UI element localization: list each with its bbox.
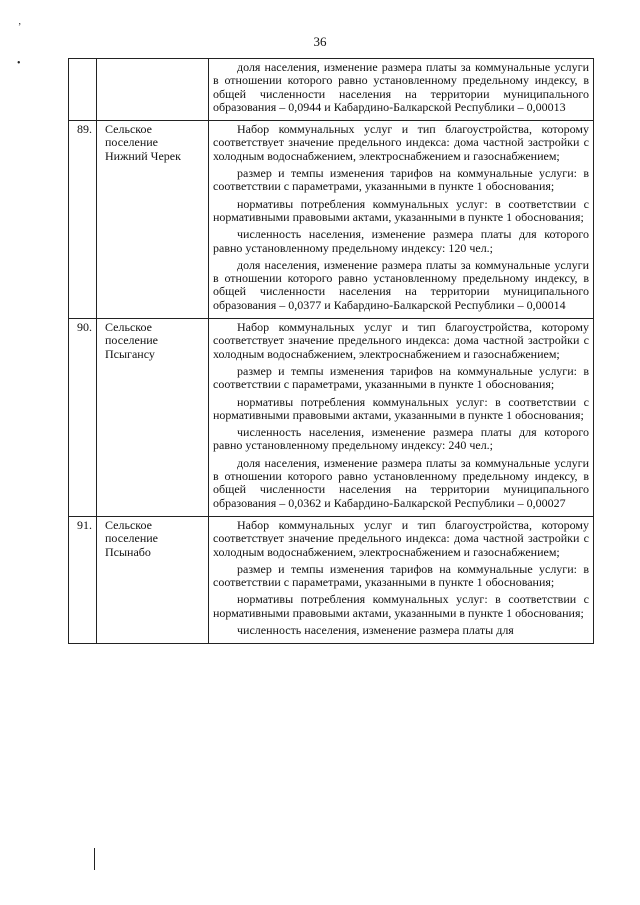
row-number: 91. bbox=[69, 516, 97, 643]
row-number: 89. bbox=[69, 121, 97, 319]
description-paragraph: нормативы потребления коммунальных услуг: в соответствии с нормативными правовыми актами, указанными в пункте 1 обоснования; bbox=[213, 592, 589, 620]
table-left-line-continuation bbox=[94, 848, 95, 870]
utility-description bbox=[209, 319, 594, 517]
settlement-name bbox=[97, 121, 209, 319]
description-paragraph: размер и темпы изменения тарифов на коммунальные услуги: в соответствии с параметрами, указанными в пункте 1 обоснования; bbox=[213, 166, 589, 194]
table-row bbox=[69, 121, 594, 319]
description-paragraph: размер и темпы изменения тарифов на коммунальные услуги: в соответствии с параметрами, указанными в пункте 1 обоснования; bbox=[213, 561, 589, 590]
settlement-name-line: Нижний Черек bbox=[105, 148, 181, 163]
description-paragraph: Набор коммунальных услуг и тип благоустройства, которому соответствует значение предельного индекса: дома частной застройки с холодным водоснабжением, электроснабжением и газоснабжением; bbox=[213, 517, 589, 559]
description-paragraph: численность населения, изменение размера платы для которого равно установленному предельному индексу: 120 чел.; bbox=[213, 227, 589, 255]
description-paragraph: нормативы потребления коммунальных услуг: в соответствии с нормативными правовыми актами, указанными в пункте 1 обоснования; bbox=[213, 394, 589, 422]
settlements-table bbox=[68, 58, 594, 644]
utility-description bbox=[209, 59, 594, 121]
description-paragraph: Набор коммунальных услуг и тип благоустройства, которому соответствует значение предельного индекса: дома частной застройки с холодным водоснабжением, электроснабжением и газоснабжением; bbox=[213, 122, 589, 163]
utility-description bbox=[209, 121, 594, 319]
table-row bbox=[69, 516, 594, 643]
description-paragraph: численность населения, изменение размера платы для которого равно установленному предельному индексу: 240 чел.; bbox=[213, 425, 589, 453]
description-paragraph: доля населения, изменение размера платы за коммунальные услуги в отношении которого равно установленному предельному индексу, в общей численности населения на территории муниципального образования – 0,0362 и Кабардино-Балкарской Республики – 0,00027 bbox=[213, 455, 589, 510]
settlement-name-line: Сельское bbox=[105, 320, 152, 335]
settlement-name-line: Псынабо bbox=[105, 544, 151, 559]
settlement-name bbox=[97, 59, 209, 121]
table-row bbox=[69, 319, 594, 517]
settlement-name-line: поселение bbox=[105, 135, 159, 150]
row-number bbox=[69, 59, 97, 121]
description-paragraph: доля населения, изменение размера платы за коммунальные услуги в отношении которого равно установленному предельному индексу, в общей численности населения на территории муниципального образования – 0,0377 и Кабардино-Балкарской Республики – 0,00014 bbox=[213, 257, 589, 312]
description-paragraph: доля населения, изменение размера платы за коммунальные услуги в отношении которого равно установленному предельному индексу, в общей численности населения на территории муниципального образования – 0,0944 и Кабардино-Балкарской Республики – 0,00013 bbox=[213, 60, 589, 114]
description-paragraph: нормативы потребления коммунальных услуг: в соответствии с нормативными правовыми актами, указанными в пункте 1 обоснования; bbox=[213, 196, 589, 224]
settlement-name-line: поселение bbox=[105, 333, 159, 348]
settlement-name-line: Псыгансу bbox=[105, 346, 155, 361]
table-row bbox=[69, 59, 594, 121]
table-body bbox=[69, 59, 594, 644]
margin-mark-bullet: • bbox=[17, 58, 21, 69]
row-number: 90. bbox=[69, 319, 97, 517]
settlement-name bbox=[97, 516, 209, 643]
utility-description bbox=[209, 516, 594, 643]
settlement-name-line: Сельское bbox=[105, 122, 152, 137]
settlement-name-line: Сельское bbox=[105, 517, 152, 532]
description-paragraph: численность населения, изменение размера платы для bbox=[237, 622, 514, 637]
settlement-name-line: поселение bbox=[105, 531, 159, 546]
description-paragraph: Набор коммунальных услуг и тип благоустройства, которому соответствует значение предельного индекса: дома частной застройки с холодным водоснабжением, электроснабжением и газоснабжением; bbox=[213, 320, 589, 361]
page-number: 36 bbox=[313, 34, 327, 49]
settlement-name bbox=[97, 319, 209, 517]
margin-mark-top: ‚ bbox=[18, 16, 22, 27]
description-paragraph: размер и темпы изменения тарифов на коммунальные услуги: в соответствии с параметрами, указанными в пункте 1 обоснования; bbox=[213, 363, 589, 392]
